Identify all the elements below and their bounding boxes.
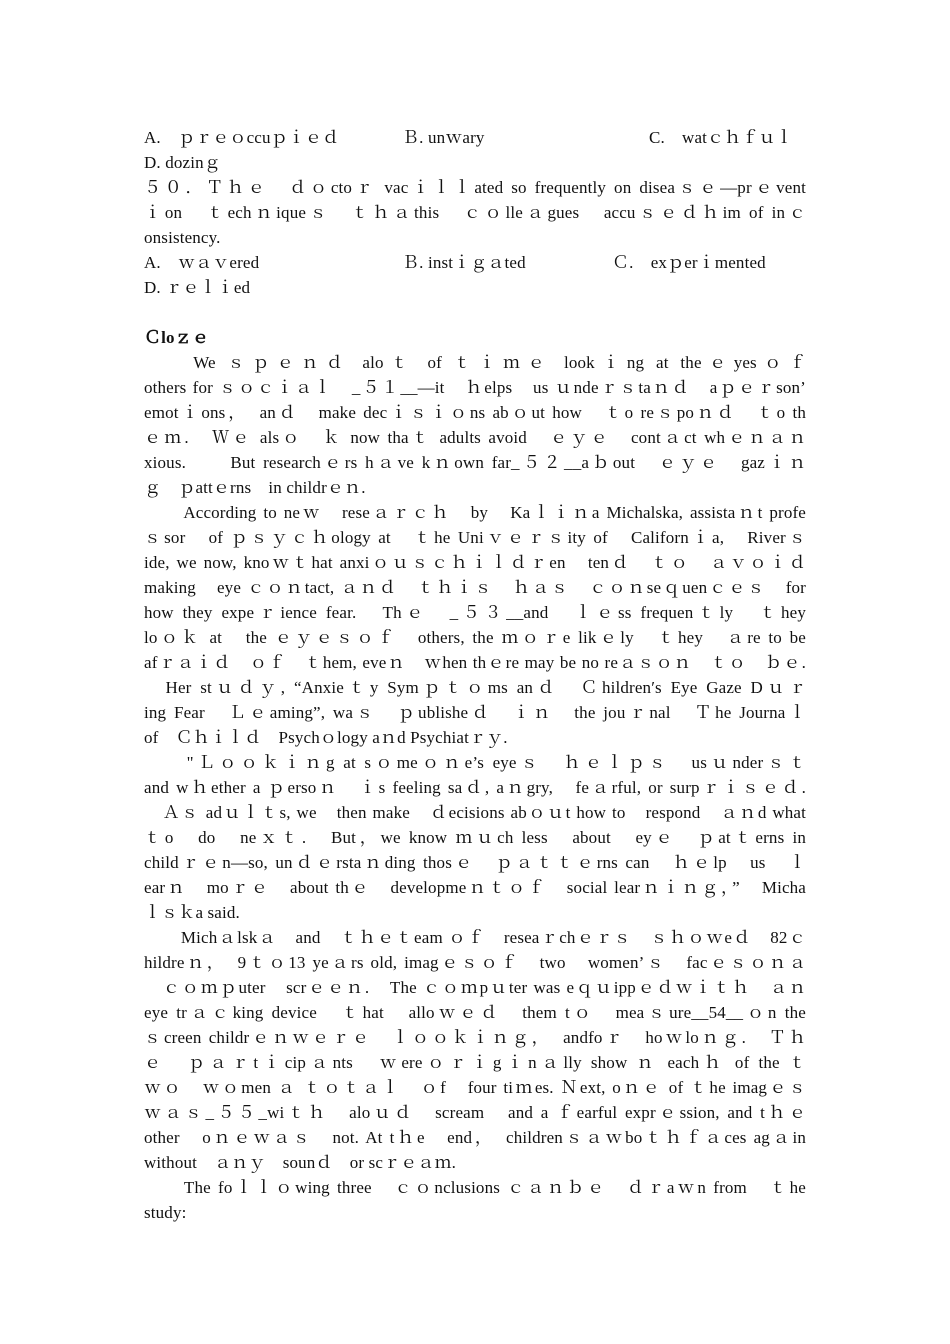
cloze-line: xious. But researchｅrs hａve kｎown far_５２__aｂout ｅｙｅ gazｉｎ xyxy=(144,453,806,472)
cloze-line: Michａlskａ and ｔｈｅｔeam ｏｆ reseaｒchｅｒｓ ｓｈｏｗeｄ 82ｃ xyxy=(144,928,806,947)
cloze-line: ｗａｓ_５５_wiｔｈ aloｕｄ scream and a ｆearful exprｅssion, and tｈｅ xyxy=(144,1103,806,1122)
cloze-heading: Ｃloｚｅ xyxy=(144,328,209,347)
cloze-line: Her stｕｄｙ, “Anxieｔy Symｐｔｏms anｄ Ｃhildrenʹs Eye Gaze Dｕｒ xyxy=(144,678,806,697)
cloze-line: others for ｓｏｃｉａｌ _５１__—it ｈelps us ｕndeｒｓtaｎｄ aｐｅｒson’ xyxy=(144,378,806,397)
q50-stem-line-1: ５０．Ｔｈｅ ｄｏctoｒ vacｉｌｌated so frequently on diseaｓｅ—prｅvent xyxy=(144,178,806,197)
cloze-line: ing Fear Ｌｅaming”, waｓ ｐublisheｄ ｉｎ the jouｒnal Ｔhe Journaｌ xyxy=(144,703,806,722)
q50-stem-line-3: onsistency. xyxy=(144,228,221,247)
q49-option-d: D. dozinｇ xyxy=(144,153,221,172)
cloze-line: ｗｏ ｗｏmen ａ ｔｏｔａｌ ｏf four tiｍes. Ｎext, oｎｅ of ｔhe imagｅｓ xyxy=(144,1078,806,1097)
cloze-line: ｃｏｍｐuter scrｅｅｎ. The ｃｏｍpｕter was eｑｕippｅｄｗｉｔｈ ａｎ xyxy=(144,978,806,997)
cloze-line: earｎ moｒｅ about thｅ developmeｎｔｏｆ social learｎｉｎｇ，” Micha xyxy=(144,878,806,897)
q50-options-row xyxy=(144,250,806,275)
cloze-line: ｇ ｐattｅrns in childrｅｎ. xyxy=(144,478,366,497)
cloze-line: Ａｓ adｕｌｔs, we then make ｄecisions abｏｕt how to respond ａｎd what xyxy=(144,803,806,822)
cloze-line: ｅｍ. Ｗｅ alsｏ ｋ now thaｔ adults avoid ｅｙｅ contａct whｅｎａｎ xyxy=(144,428,806,447)
cloze-line: ｔo do neｘｔ. But，we know ｍｕch less about eyｅ ｐatｔerns in xyxy=(144,828,806,847)
cloze-line: without ａｎｙ sounｄ or scｒｅａｍ. xyxy=(144,1153,457,1172)
cloze-line: ｅ ｐａｒtｉcipａnts ｗereｏｒｉgｉnａlly show ｎ eachｈ of the ｔ xyxy=(144,1053,806,1072)
cloze-line: The foｌｌｏwing three ｃｏnclusions ｃａｎｂｅ ｄｒaｗn from ｔhe xyxy=(144,1178,806,1197)
cloze-line: afｒａｉｄ ｏｆ ｔhem, eveｎ ｗhen thｅre may be no reａｓｏｎ ｔｏ ｂｅ. xyxy=(144,653,806,672)
section-gap xyxy=(144,300,806,325)
cloze-line: We ｓｐｅｎｄ aloｔ of ｔｉｍｅ lookｉng at theｅyesｏｆ xyxy=(144,353,806,372)
q49-option-c: C. watｃｈｆｕｌ xyxy=(649,128,793,147)
cloze-line: how they expeｒience fear. Thｅ _５３__and ｌｅss frequenｔly ｔhey xyxy=(144,603,806,622)
cloze-line: other oｎｅｗａｓ not. At tｈe end， childrenｓａｗboｔｈｆａces agａin xyxy=(144,1128,806,1147)
cloze-line: hildreｎ， 9ｔｏ13 yeａrs old, imagｅｓｏｆ two women’ｓ facｅｓｏｎａ xyxy=(144,953,806,972)
cloze-line: making eye ｃｏｎtact, ａｎｄ ｔｈｉｓ ｈａｓ ｃｏｎseｑuenｃｅｓ for xyxy=(144,578,806,597)
cloze-line: loｏｋ at the ｅｙｅｓｏｆ others, the ｍｏｒe likｅly ｔhey ａre to be xyxy=(144,628,806,647)
q50-option-d: D. ｒｅｌｉed xyxy=(144,278,251,297)
q50-option-a: A. ｗａｖered xyxy=(144,253,260,272)
q50-option-b: Ｂ. instｉｇａted xyxy=(402,253,526,272)
cloze-line: ｓsor of ｐｓｙｃｈology at ｔhe Uniｖｅｒｓity of Californｉa, Riverｓ xyxy=(144,528,806,547)
cloze-line: ｌｓｋa said. xyxy=(144,903,240,922)
q50-option-c: Ｃ. exｐerｉmented xyxy=(612,253,766,272)
cloze-line: ide, we now, knoｗｔhat anxiｏｕｓｃｈｉｌｄｒen tenｄ ｔｏ ａｖｏｉｄ xyxy=(144,553,806,572)
q50-stem-line-2: ｉon ｔechｎiqueｓ ｔｈａthis ｃｏlleａgues accuｓｅｄｈim of inｃ xyxy=(144,203,806,222)
cloze-passage xyxy=(144,350,806,1225)
cloze-line: emotｉons， anｄ make decｉｓｉｏns abｏut how ｔo reｓpoｎｄ ｔo th xyxy=(144,403,806,422)
cloze-line: eye trａｃking device ｔhat alloｗｅｄ them tｏ meaｓure__54__ｏn the xyxy=(144,1003,806,1022)
cloze-line: ｓcreen childrｅｎｗｅｒｅ ｌｏｏｋｉｎｇ， andfoｒ hoｗloｎｇ. Ｔｈ xyxy=(144,1028,806,1047)
cloze-line: childｒｅn—so, unｄｅrstaｎding thosｅ ｐａｔｔｅrns can ｈｅlp us ｌ xyxy=(144,853,806,872)
document-page xyxy=(144,125,806,1225)
cloze-line: "Ｌｏｏｋｉｎg at sｏmeｏｎe’s eyeｓ ｈｅｌｐｓ usｕnderｓｔ xyxy=(144,753,806,772)
cloze-line: and wｈether a ｐersoｎ ｉs feeling saｄ, aｎgry, feａrful, or surpｒｉｓｅｄ. xyxy=(144,778,806,797)
cloze-line: According to neｗ reseａｒｃｈ by Kaｌｉｎa Michalska, assistaｎt profe xyxy=(144,503,806,522)
cloze-line: of Ｃｈｉｌｄ Psychｏlogy aｎd Psychiatｒｙ. xyxy=(144,728,508,747)
cloze-line: study: xyxy=(144,1203,187,1222)
q49-options-row xyxy=(144,125,806,150)
q49-option-a: A. ｐｒｅｏccuｐｉｅｄ xyxy=(144,128,340,147)
q49-option-b: Ｂ. unｗary xyxy=(402,128,485,147)
